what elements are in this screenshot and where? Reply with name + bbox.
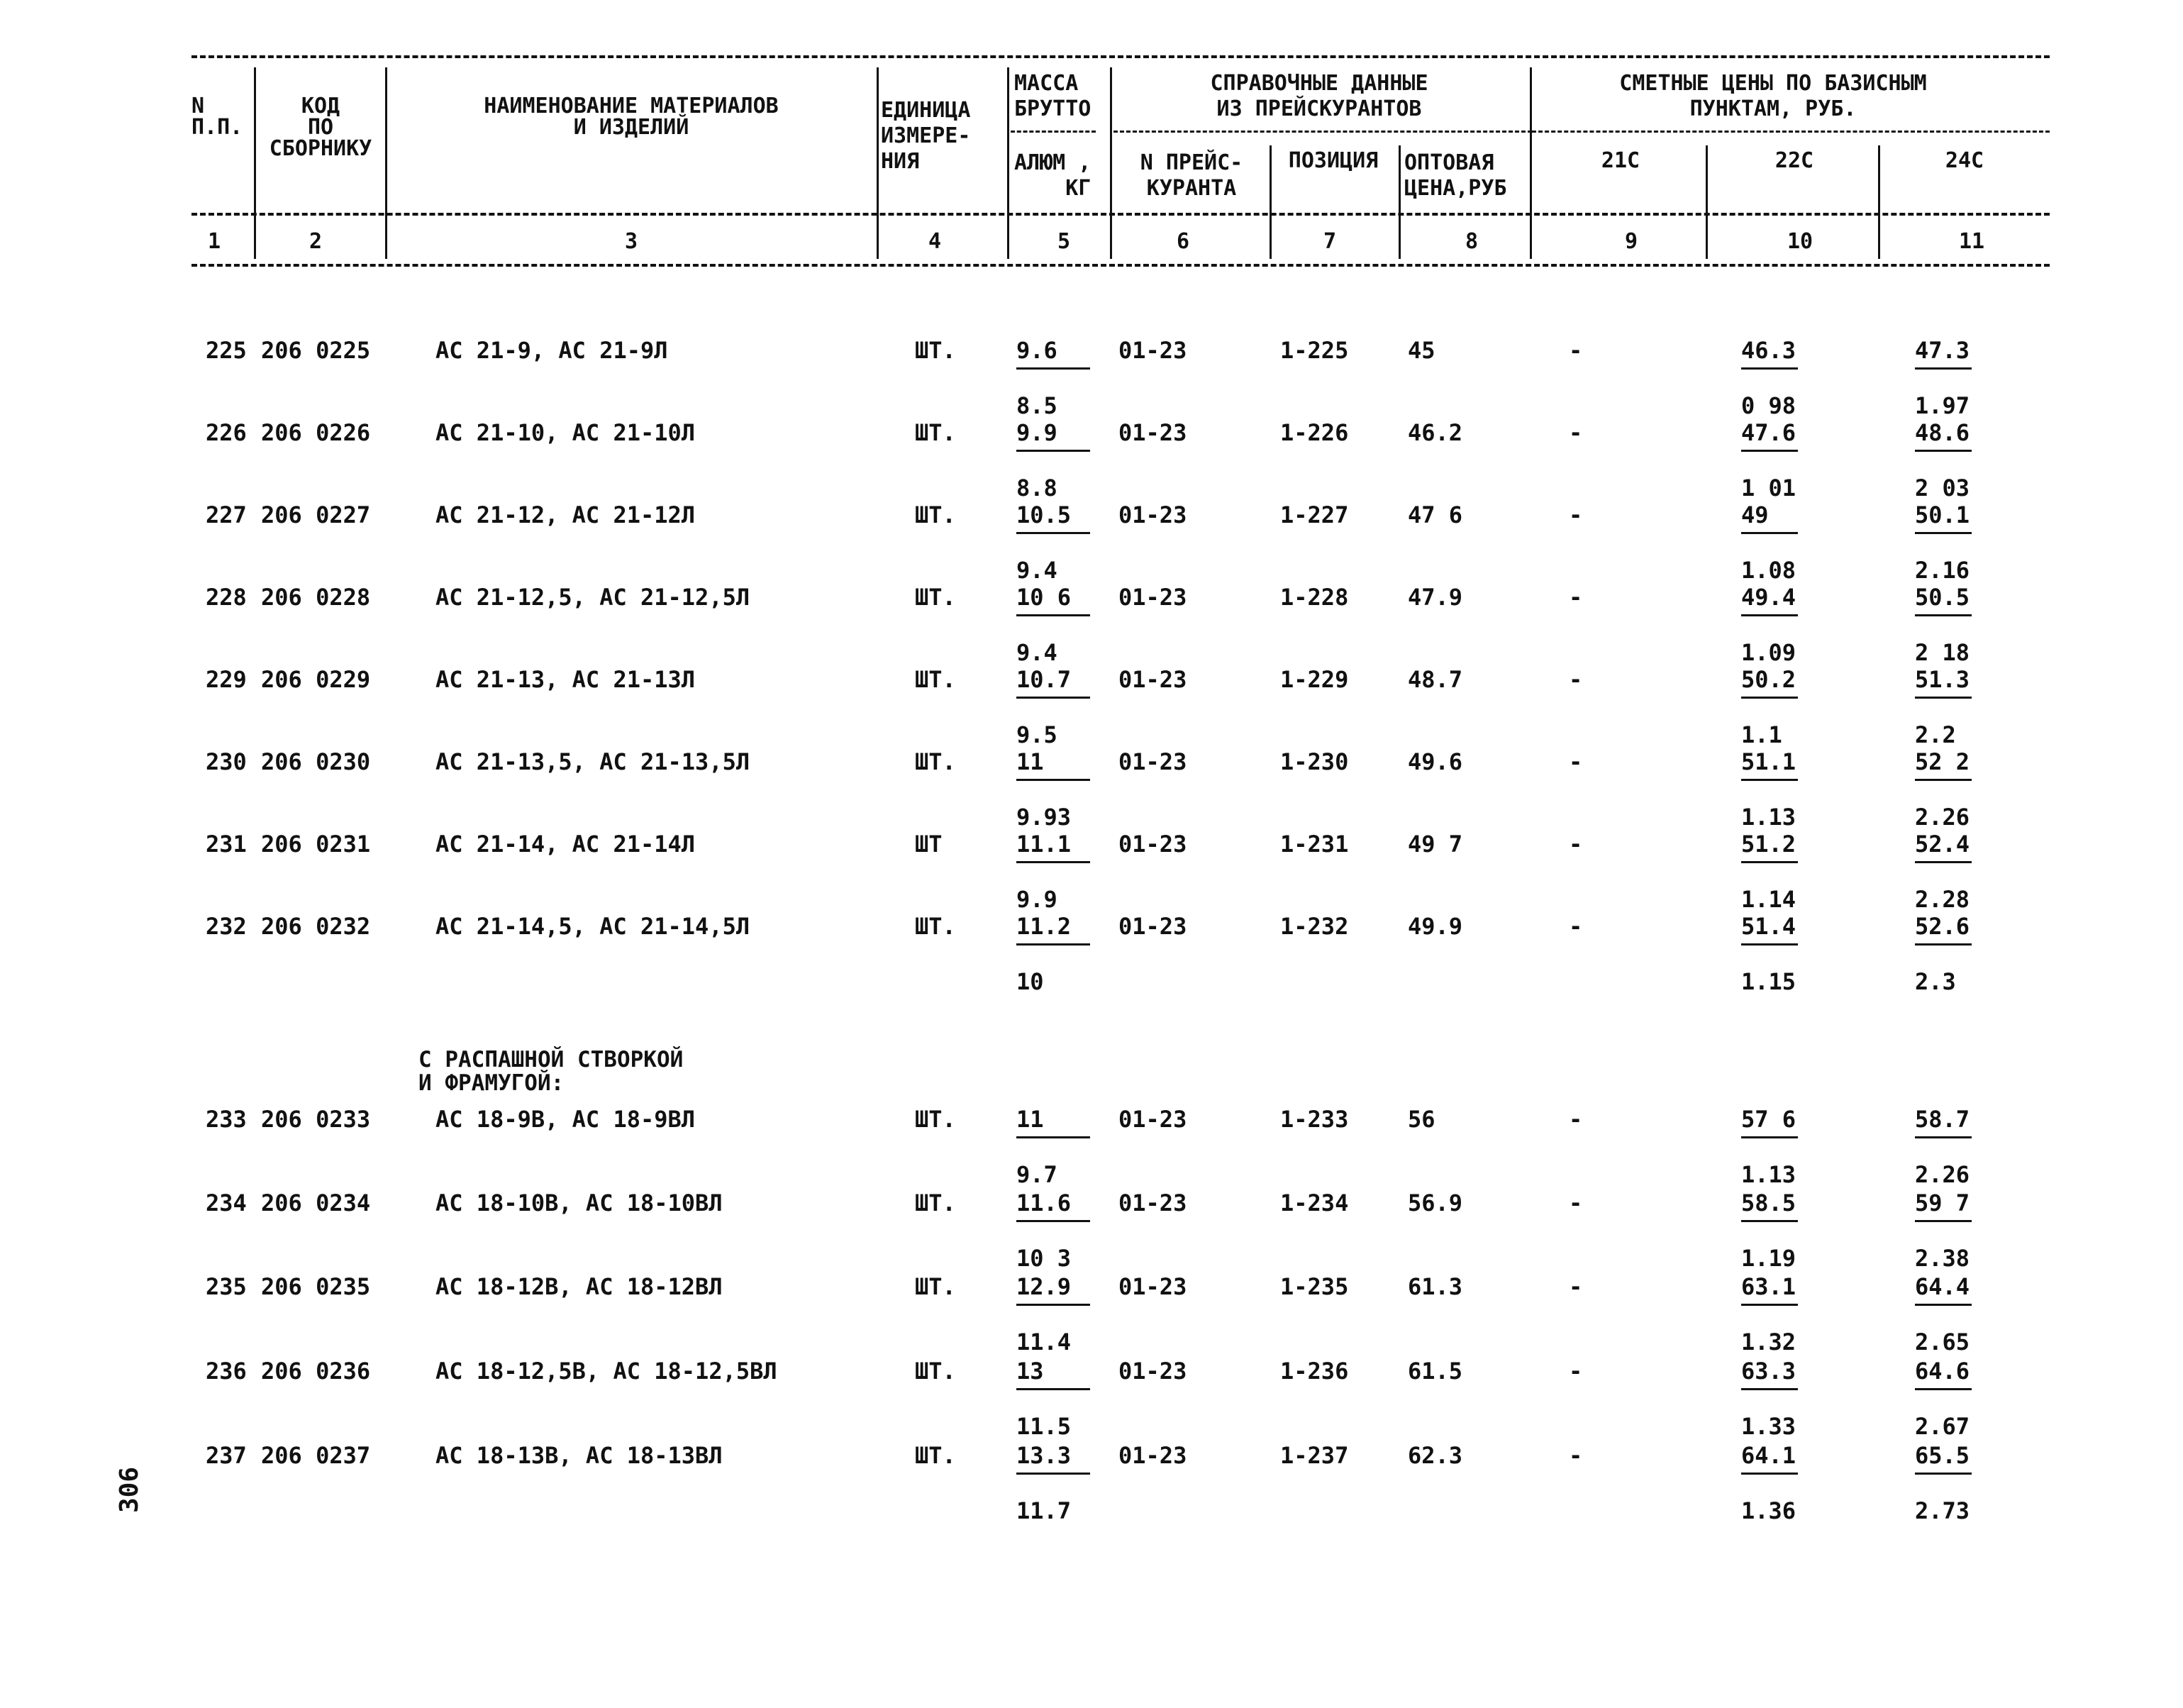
row-wholesale-price: 46.2 — [1408, 419, 1463, 446]
column-number: 6 — [1176, 229, 1190, 254]
row-price-22c: 63.3 — [1741, 1358, 1796, 1385]
row-mass-alum: 10 3 — [1016, 1245, 1072, 1272]
row-name: АС 18-12В, АС 18-12ВЛ — [435, 1273, 723, 1300]
column-number: 7 — [1323, 229, 1337, 254]
row-price-22c-bottom: 1.08 — [1741, 557, 1796, 584]
row-name: АС 21-12,5, АС 21-12,5Л — [435, 584, 750, 611]
row-price-list: 01-23 — [1118, 1358, 1187, 1385]
row-price-21c: - — [1569, 584, 1583, 611]
row-price-21c: - — [1569, 666, 1583, 693]
row-mass: 13 — [1016, 1358, 1044, 1385]
row-code: 206 0227 — [261, 501, 371, 528]
row-position: 1-233 — [1280, 1106, 1349, 1133]
fraction-bar — [1016, 614, 1090, 616]
row-price-list: 01-23 — [1118, 584, 1187, 611]
fraction-bar — [1915, 1304, 1972, 1306]
row-price-22c-bottom: 1.13 — [1741, 804, 1796, 831]
row-mass-alum: 9.93 — [1016, 804, 1072, 831]
row-price-21c: - — [1569, 337, 1583, 364]
row-price-24c-bottom: 2.26 — [1915, 804, 1970, 831]
row-code: 206 0228 — [261, 584, 371, 611]
fraction-bar — [1016, 1136, 1090, 1138]
row-price-24c: 64.6 — [1915, 1358, 1970, 1385]
column-number: 5 — [1057, 229, 1071, 254]
row-price-22c-bottom: 0 98 — [1741, 392, 1796, 419]
row-price-21c: - — [1569, 913, 1583, 940]
header-col7: ПОЗИЦИЯ — [1288, 148, 1379, 173]
row-code: 206 0230 — [261, 748, 371, 775]
row-price-24c-bottom: 2.26 — [1915, 1161, 1970, 1188]
row-code: 206 0235 — [261, 1273, 371, 1300]
row-unit: ШТ. — [915, 501, 956, 528]
row-code: 206 0225 — [261, 337, 371, 364]
row-wholesale-price: 47.9 — [1408, 584, 1463, 611]
row-price-22c-bottom: 1.36 — [1741, 1497, 1796, 1524]
row-wholesale-price: 45 — [1408, 337, 1435, 364]
row-name: АС 21-13, АС 21-13Л — [435, 666, 696, 693]
row-mass: 11 — [1016, 748, 1044, 775]
fraction-bar — [1741, 861, 1798, 863]
row-price-24c-bottom: 2.3 — [1915, 968, 1956, 995]
row-unit: ШТ. — [915, 1106, 956, 1133]
row-mass-alum: 11.4 — [1016, 1329, 1072, 1355]
row-unit: ШТ. — [915, 1273, 956, 1300]
fraction-bar — [1915, 1220, 1972, 1222]
row-number: 226 — [206, 419, 247, 446]
row-wholesale-price: 56.9 — [1408, 1190, 1463, 1216]
row-price-22c: 49.4 — [1741, 584, 1796, 611]
row-name: АС 21-13,5, АС 21-13,5Л — [435, 748, 750, 775]
row-price-24c-bottom: 2 18 — [1915, 639, 1970, 666]
row-price-22c: 51.4 — [1741, 913, 1796, 940]
header-col2: КОД ПО СБОРНИКУ — [269, 94, 372, 161]
row-mass: 9.9 — [1016, 419, 1057, 446]
row-price-list: 01-23 — [1118, 831, 1187, 858]
fraction-bar — [1016, 943, 1090, 946]
header-col1: N П.П. — [191, 94, 243, 140]
row-mass-alum: 8.5 — [1016, 392, 1057, 419]
column-number: 9 — [1624, 229, 1638, 254]
row-mass-alum: 8.8 — [1016, 475, 1057, 501]
header-sep — [1270, 145, 1272, 259]
row-price-24c: 48.6 — [1915, 419, 1970, 446]
row-number: 230 — [206, 748, 247, 775]
row-price-21c: - — [1569, 748, 1583, 775]
row-wholesale-price: 62.3 — [1408, 1442, 1463, 1469]
section-heading: С РАСПАШНОЙ СТВОРКОЙ И ФРАМУГОЙ: — [418, 1047, 684, 1096]
column-number: 1 — [207, 229, 221, 254]
row-price-22c-bottom: 1.1 — [1741, 721, 1782, 748]
row-price-24c-bottom: 2.28 — [1915, 886, 1970, 913]
row-price-21c: - — [1569, 1273, 1583, 1300]
header-group-reference: СПРАВОЧНЫЕ ДАННЫЕ ИЗ ПРЕЙСКУРАНТОВ — [1210, 71, 1428, 121]
header-sep — [1007, 67, 1009, 259]
row-price-24c: 51.3 — [1915, 666, 1970, 693]
row-price-list: 01-23 — [1118, 1442, 1187, 1469]
row-price-22c-bottom: 1 01 — [1741, 475, 1796, 501]
row-price-24c-bottom: 2.65 — [1915, 1329, 1970, 1355]
row-mass-alum: 10 — [1016, 968, 1044, 995]
row-name: АС 18-12,5В, АС 18-12,5ВЛ — [435, 1358, 777, 1385]
row-position: 1-227 — [1280, 501, 1349, 528]
row-name: АС 21-9, АС 21-9Л — [435, 337, 668, 364]
row-name: АС 18-9В, АС 18-9ВЛ — [435, 1106, 696, 1133]
row-price-list: 01-23 — [1118, 666, 1187, 693]
row-price-24c: 50.1 — [1915, 501, 1970, 528]
row-unit: ШТ. — [915, 913, 956, 940]
row-mass: 10.5 — [1016, 501, 1072, 528]
row-number: 231 — [206, 831, 247, 858]
row-name: АС 21-10, АС 21-10Л — [435, 419, 696, 446]
header-sep — [385, 67, 387, 259]
row-position: 1-232 — [1280, 913, 1349, 940]
row-price-24c: 59 7 — [1915, 1190, 1970, 1216]
header-mid-rule — [191, 213, 2050, 216]
header-col4: ЕДИНИЦА ИЗМЕРЕ- НИЯ — [881, 98, 971, 174]
fraction-bar — [1016, 450, 1090, 452]
row-number: 229 — [206, 666, 247, 693]
fraction-bar — [1016, 532, 1090, 534]
row-number: 236 — [206, 1358, 247, 1385]
row-unit: ШТ. — [915, 337, 956, 364]
row-price-24c: 64.4 — [1915, 1273, 1970, 1300]
header-top-rule — [191, 55, 2050, 58]
fraction-bar — [1915, 450, 1972, 452]
row-price-24c-bottom: 2.16 — [1915, 557, 1970, 584]
row-price-list: 01-23 — [1118, 1273, 1187, 1300]
header-rule-ref-group — [1113, 131, 1532, 133]
row-position: 1-228 — [1280, 584, 1349, 611]
row-price-24c-bottom: 1.97 — [1915, 392, 1970, 419]
row-mass-alum: 11.7 — [1016, 1497, 1072, 1524]
row-code: 206 0231 — [261, 831, 371, 858]
row-mass: 9.6 — [1016, 337, 1057, 364]
row-code: 206 0229 — [261, 666, 371, 693]
fraction-bar — [1741, 614, 1798, 616]
row-price-24c-bottom: 2.67 — [1915, 1413, 1970, 1440]
header-col3: НАИМЕНОВАНИЕ МАТЕРИАЛОВ И ИЗДЕЛИЙ — [484, 94, 779, 140]
row-wholesale-price: 48.7 — [1408, 666, 1463, 693]
fraction-bar — [1741, 779, 1798, 781]
fraction-bar — [1915, 1136, 1972, 1138]
row-number: 227 — [206, 501, 247, 528]
row-price-22c: 63.1 — [1741, 1273, 1796, 1300]
header-sep — [1706, 145, 1708, 259]
row-price-24c-bottom: 2 03 — [1915, 475, 1970, 501]
row-number: 232 — [206, 913, 247, 940]
row-name: АС 18-10В, АС 18-10ВЛ — [435, 1190, 723, 1216]
row-code: 206 0237 — [261, 1442, 371, 1469]
row-price-22c: 51.2 — [1741, 831, 1796, 858]
column-number: 2 — [309, 229, 323, 254]
row-price-22c-bottom: 1.13 — [1741, 1161, 1796, 1188]
header-bottom-rule — [191, 264, 2050, 267]
row-price-24c-bottom: 2.2 — [1915, 721, 1956, 748]
fraction-bar — [1915, 1473, 1972, 1475]
row-unit: ШТ. — [915, 1358, 956, 1385]
row-price-21c: - — [1569, 1442, 1583, 1469]
header-rule-mass — [1011, 131, 1096, 133]
fraction-bar — [1915, 779, 1972, 781]
row-price-22c: 57 6 — [1741, 1106, 1796, 1133]
row-name: АС 21-14, АС 21-14Л — [435, 831, 696, 858]
page-number: 306 — [115, 1466, 145, 1514]
fraction-bar — [1915, 367, 1972, 370]
row-price-21c: - — [1569, 1190, 1583, 1216]
row-price-list: 01-23 — [1118, 1190, 1187, 1216]
row-price-21c: - — [1569, 1358, 1583, 1385]
row-price-24c: 52.6 — [1915, 913, 1970, 940]
row-price-24c: 52 2 — [1915, 748, 1970, 775]
row-price-list: 01-23 — [1118, 419, 1187, 446]
row-wholesale-price: 61.5 — [1408, 1358, 1463, 1385]
row-unit: ШТ. — [915, 748, 956, 775]
row-price-list: 01-23 — [1118, 337, 1187, 364]
fraction-bar — [1016, 1473, 1090, 1475]
row-position: 1-237 — [1280, 1442, 1349, 1469]
row-mass: 11.1 — [1016, 831, 1072, 858]
row-price-list: 01-23 — [1118, 913, 1187, 940]
row-price-22c: 47.6 — [1741, 419, 1796, 446]
row-wholesale-price: 49.9 — [1408, 913, 1463, 940]
row-code: 206 0236 — [261, 1358, 371, 1385]
header-sep — [1530, 67, 1532, 259]
row-position: 1-231 — [1280, 831, 1349, 858]
row-wholesale-price: 61.3 — [1408, 1273, 1463, 1300]
header-col5-top: МАССА БРУТТО — [1014, 71, 1092, 121]
row-mass: 11 — [1016, 1106, 1044, 1133]
header-col5-bottom: АЛЮМ , КГ — [1014, 150, 1092, 201]
row-code: 206 0234 — [261, 1190, 371, 1216]
row-wholesale-price: 47 6 — [1408, 501, 1463, 528]
row-position: 1-235 — [1280, 1273, 1349, 1300]
row-code: 206 0232 — [261, 913, 371, 940]
row-mass-alum: 9.7 — [1016, 1161, 1057, 1188]
fraction-bar — [1741, 1136, 1798, 1138]
fraction-bar — [1016, 1388, 1090, 1390]
row-wholesale-price: 49 7 — [1408, 831, 1463, 858]
fraction-bar — [1915, 861, 1972, 863]
row-mass-alum: 9.5 — [1016, 721, 1057, 748]
row-price-24c-bottom: 2.73 — [1915, 1497, 1970, 1524]
row-price-22c: 49 — [1741, 501, 1769, 528]
row-price-21c: - — [1569, 831, 1583, 858]
row-position: 1-225 — [1280, 337, 1349, 364]
header-group-prices: СМЕТНЫЕ ЦЕНЫ ПО БАЗИСНЫМ ПУНКТАМ, РУБ. — [1619, 71, 1927, 121]
row-number: 235 — [206, 1273, 247, 1300]
row-code: 206 0226 — [261, 419, 371, 446]
row-unit: ШТ. — [915, 419, 956, 446]
fraction-bar — [1741, 532, 1798, 534]
header-sep — [1399, 145, 1401, 259]
fraction-bar — [1741, 1473, 1798, 1475]
row-position: 1-234 — [1280, 1190, 1349, 1216]
row-price-list: 01-23 — [1118, 1106, 1187, 1133]
column-number: 8 — [1465, 229, 1479, 254]
row-mass-alum: 9.9 — [1016, 886, 1057, 913]
fraction-bar — [1016, 779, 1090, 781]
row-price-24c: 65.5 — [1915, 1442, 1970, 1469]
row-price-24c: 50.5 — [1915, 584, 1970, 611]
header-col9: 21С — [1601, 148, 1640, 173]
row-wholesale-price: 56 — [1408, 1106, 1435, 1133]
fraction-bar — [1016, 1304, 1090, 1306]
row-price-list: 01-23 — [1118, 748, 1187, 775]
column-number: 10 — [1787, 229, 1813, 254]
row-unit: ШТ — [915, 831, 943, 858]
row-unit: ШТ. — [915, 584, 956, 611]
fraction-bar — [1915, 697, 1972, 699]
row-mass: 11.6 — [1016, 1190, 1072, 1216]
row-price-21c: - — [1569, 419, 1583, 446]
row-name: АС 21-14,5, АС 21-14,5Л — [435, 913, 750, 940]
header-col6: N ПРЕЙС- КУРАНТА — [1140, 150, 1243, 201]
row-mass: 11.2 — [1016, 913, 1072, 940]
row-code: 206 0233 — [261, 1106, 371, 1133]
header-col10: 22С — [1774, 148, 1814, 173]
row-position: 1-236 — [1280, 1358, 1349, 1385]
row-name: АС 18-13В, АС 18-13ВЛ — [435, 1442, 723, 1469]
row-price-22c-bottom: 1.32 — [1741, 1329, 1796, 1355]
row-number: 237 — [206, 1442, 247, 1469]
column-number: 11 — [1958, 229, 1985, 254]
row-price-22c: 64.1 — [1741, 1442, 1796, 1469]
row-price-22c: 58.5 — [1741, 1190, 1796, 1216]
fraction-bar — [1016, 697, 1090, 699]
fraction-bar — [1915, 614, 1972, 616]
header-col11: 24С — [1945, 148, 1984, 173]
row-price-21c: - — [1569, 1106, 1583, 1133]
fraction-bar — [1741, 1220, 1798, 1222]
row-price-22c: 50.2 — [1741, 666, 1796, 693]
row-mass: 12.9 — [1016, 1273, 1072, 1300]
row-position: 1-226 — [1280, 419, 1349, 446]
row-price-21c: - — [1569, 501, 1583, 528]
fraction-bar — [1741, 450, 1798, 452]
row-number: 228 — [206, 584, 247, 611]
row-price-22c-bottom: 1.14 — [1741, 886, 1796, 913]
fraction-bar — [1741, 1304, 1798, 1306]
row-unit: ШТ. — [915, 666, 956, 693]
row-wholesale-price: 49.6 — [1408, 748, 1463, 775]
fraction-bar — [1741, 697, 1798, 699]
row-price-24c: 58.7 — [1915, 1106, 1970, 1133]
row-name: АС 21-12, АС 21-12Л — [435, 501, 696, 528]
row-mass-alum: 9.4 — [1016, 639, 1057, 666]
row-price-22c: 51.1 — [1741, 748, 1796, 775]
row-price-22c-bottom: 1.09 — [1741, 639, 1796, 666]
fraction-bar — [1741, 943, 1798, 946]
row-number: 234 — [206, 1190, 247, 1216]
column-number: 4 — [928, 229, 942, 254]
row-mass: 13.3 — [1016, 1442, 1072, 1469]
row-price-24c: 52.4 — [1915, 831, 1970, 858]
fraction-bar — [1741, 1388, 1798, 1390]
header-sep — [1110, 67, 1112, 259]
header-sep — [1878, 145, 1880, 259]
column-number: 3 — [624, 229, 638, 254]
row-position: 1-230 — [1280, 748, 1349, 775]
row-number: 225 — [206, 337, 247, 364]
row-unit: ШТ. — [915, 1442, 956, 1469]
header-sep — [877, 67, 879, 259]
fraction-bar — [1741, 367, 1798, 370]
row-price-22c-bottom: 1.19 — [1741, 1245, 1796, 1272]
row-mass: 10 6 — [1016, 584, 1072, 611]
row-price-22c-bottom: 1.33 — [1741, 1413, 1796, 1440]
row-price-22c-bottom: 1.15 — [1741, 968, 1796, 995]
row-position: 1-229 — [1280, 666, 1349, 693]
row-price-list: 01-23 — [1118, 501, 1187, 528]
fraction-bar — [1016, 1220, 1090, 1222]
row-unit: ШТ. — [915, 1190, 956, 1216]
row-mass-alum: 9.4 — [1016, 557, 1057, 584]
row-price-24c-bottom: 2.38 — [1915, 1245, 1970, 1272]
header-sep — [254, 67, 256, 259]
header-rule-prices-group — [1532, 131, 2050, 133]
row-number: 233 — [206, 1106, 247, 1133]
fraction-bar — [1915, 532, 1972, 534]
row-price-22c: 46.3 — [1741, 337, 1796, 364]
header-col8: ОПТОВАЯ ЦЕНА,РУБ — [1404, 150, 1507, 201]
fraction-bar — [1016, 367, 1090, 370]
fraction-bar — [1915, 1388, 1972, 1390]
fraction-bar — [1016, 861, 1090, 863]
fraction-bar — [1915, 943, 1972, 946]
row-price-24c: 47.3 — [1915, 337, 1970, 364]
row-mass: 10.7 — [1016, 666, 1072, 693]
row-mass-alum: 11.5 — [1016, 1413, 1072, 1440]
